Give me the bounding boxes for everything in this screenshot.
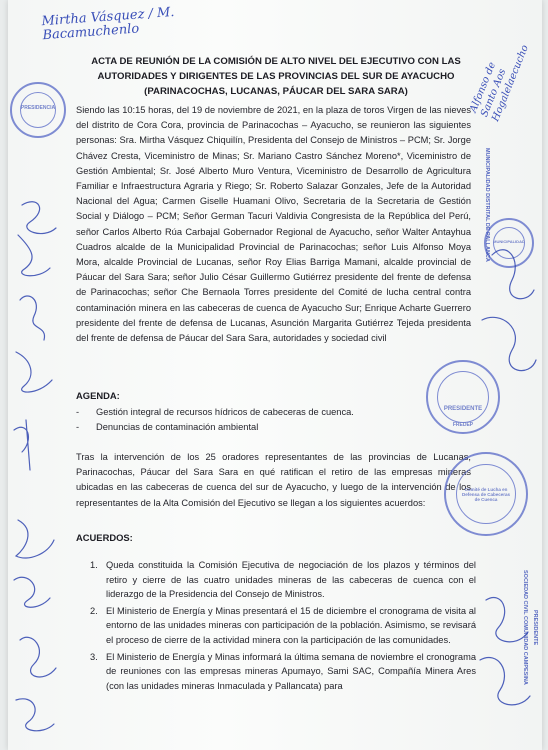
agreement-item: 2. El Ministerio de Energía y Minas presentará el 15 de diciembre el cronograma de visita al entorno de las unidades mineras con participación de la población. Asimismo, se revisará el proceso de cierre de la actividad minera con la participación de las comunidades. <box>90 605 476 645</box>
agenda-heading: AGENDA: <box>76 390 120 401</box>
handwritten-signature-top-left: Mirtha Vásquez / M. Bacamuchenlo <box>41 4 175 44</box>
vertical-stamp-president: PRESIDENTE <box>532 610 538 646</box>
agenda-item: - Gestión integral de recursos hídricos de cabeceras de cuenca. <box>76 405 466 420</box>
vertical-stamp-civil-society: SOCIEDAD CIVIL COMUNIDAD CAMPESINA <box>522 570 528 685</box>
document-title <box>76 54 476 99</box>
agreement-item: 1. Queda constituida la Comisión Ejecutiva de negociación de los plazos y términos del retiro y cierre de las cuatro unidades mineras de las cabeceras de cuenca con el liderazgo de la Presidencia del Consejo de Ministros. <box>90 560 476 600</box>
official-seal-left: PRESIDENCIA <box>10 82 66 138</box>
agenda-item: - Denuncias de contaminación ambiental <box>76 420 466 435</box>
agenda-list <box>76 405 466 435</box>
official-seal-right-bottom: Comité de Lucha en Defensa de Cabeceras de Cuenca <box>444 452 528 536</box>
margin-signatures-left <box>8 0 68 750</box>
title-line-1: ACTA DE REUNIÓN DE LA COMISIÓN DE ALTO NIVEL DEL EJECUTIVO CON LAS <box>91 56 461 67</box>
title-line-2: AUTORIDADES Y DIRIGENTES DE LAS PROVINCIAS DEL SUR DE AYACUCHO <box>97 71 455 82</box>
agreements-heading: ACUERDOS: <box>76 532 133 543</box>
official-seal-right-top: PRESIDENTE FREDEP <box>426 360 500 434</box>
title-line-3: (PARINACOCHAS, LUCANAS, PÁUCAR DEL SARA SARA) <box>144 86 408 97</box>
official-seal-right-middle: MUNICIPALIDAD <box>484 218 534 268</box>
vertical-stamp-municipality: MUNICIPALIDAD DISTRITAL DE PALLANCA <box>484 148 490 262</box>
margin-signatures-right <box>472 0 542 750</box>
intro-paragraph: Siendo las 10:15 horas, del 19 de noviembre de 2021, en la plaza de toros Virgen de las nieves del distrito de Cora Cora, provincia de Parinacochas – Ayacucho, se reunieron las siguientes personas: Sra. Mirtha Vásquez Chiquilín, Presidenta del Consejo de Ministros – PCM; Sr. Jorge Chávez Cresta, Viceministro de Minas; Sr. Mariano Castro Sánchez Moreno*, Viceministro de Gestión Ambiental; Sr. José Alberto Muro Ventura, Viceministro de Desarrollo de Agricultura Familiar e Infraestructura Agraria y Riego; Sr. Roberto Salazar Gonzales, Jefe de la Autoridad Nacional del Agua; Carmen Giselle Huamani Olivo, Secretaria de la Secretaria de Gestión Social y Diálogo – PCM; Señor German Tacuri Valdivia Congresista de la República del Perú, señor Carlos Alberto Rúa Carbajal Gobernador Regional de Ayacucho, señor Walter Antayhua Cuadros alcalde de la Municipalidad Provincial de Parinacochas; señor Luis Alfonso Moya Mora, alcalde Provincial de Lucanas, señor Roy Elias Barriga Mamani, alcalde provincial de Páucar del Sara Sara; señor Julio César Guillermo Gutiérrez presidente del frente de defensa de Parinacochas; señor Che Bernaola Torres presidente del Comité de lucha central contra contaminación minera en las cabeceras de cuenca de Ayacucho Sur; Enrique Acharte Guerrero presidente del frente de defensa de Lucanas, Asunción Margarita Gutiérrez Tejeda presidenta del frente de defensa de Páucar del Sara Sara, autoridades y sociedad civil <box>76 105 471 344</box>
handwritten-note-top-right: Alfonso de Santo Aos Hogalelaecucho <box>468 43 531 124</box>
agreement-item: 3. El Ministerio de Energía y Minas informará la última semana de noviembre el cronograma de reuniones con las empresas mineras Apumayo, Sami SAC, Compañía Minera Ares (con las unidades mineras Inmaculada y Pallancata) para <box>90 651 476 691</box>
agreements-list <box>90 558 476 695</box>
document-page <box>8 0 542 750</box>
middle-paragraph: Tras la intervención de los 25 oradores representantes de las provincias de Lucanas, Parinacochas, Páucar del Sara Sara en qué ratifican el retiro de las empresas mineras ubicadas en las cabeceras de cuenca del sur de Ayacucho, y luego de la intervención de los representantes de la Alta Comisión del Ejecutivo se llegan a los siguientes acuerdos: <box>76 452 471 508</box>
